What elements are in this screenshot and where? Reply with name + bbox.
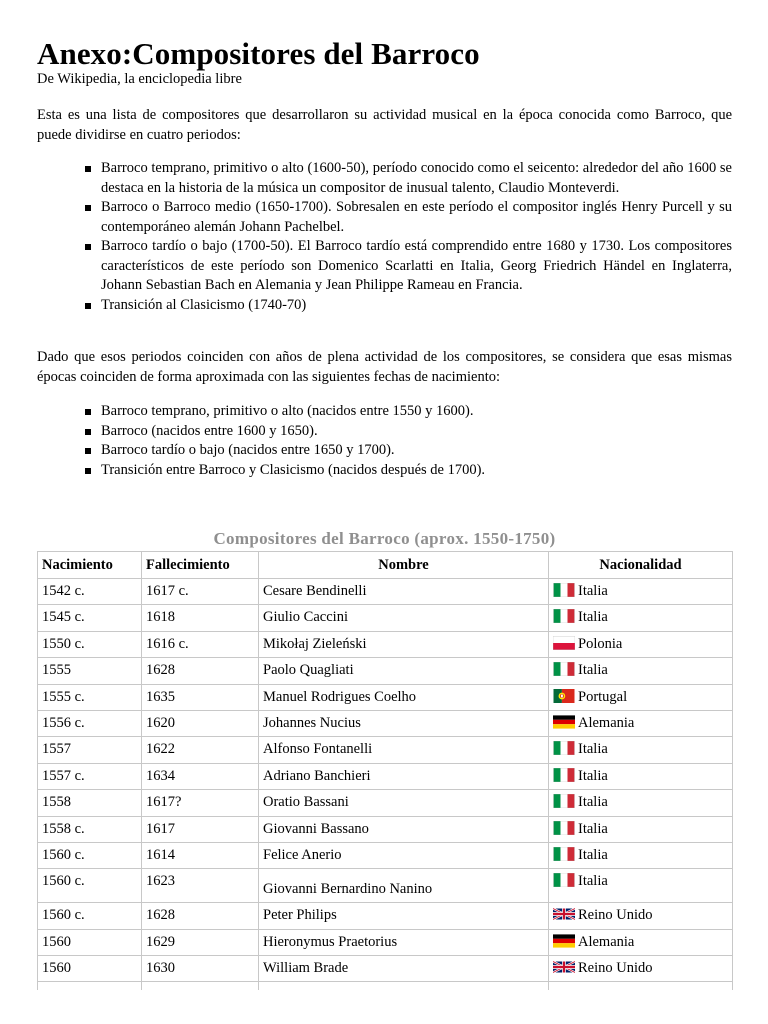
italy-flag-icon [553, 662, 578, 678]
name-cell[interactable] [259, 956, 549, 982]
table-row [38, 956, 733, 982]
nationality-link[interactable]: Italia [578, 794, 608, 811]
column-header-name[interactable]: Nombre [259, 552, 549, 579]
nationality-cell [549, 816, 733, 842]
born-cell: 1558 [38, 790, 142, 816]
composer-name-link[interactable]: Felice Anerio [263, 846, 342, 863]
born-cell: 1560 [38, 956, 142, 982]
table-row [38, 605, 733, 631]
died-cell: 1617 c. [142, 579, 259, 605]
italy-flag-icon [553, 609, 578, 625]
nationality-link[interactable]: Italia [578, 609, 608, 626]
name-cell[interactable] [259, 579, 549, 605]
page-title: Anexo:Compositores del Barroco [37, 36, 480, 71]
died-cell: 1628 [142, 903, 259, 929]
composer-name-link[interactable]: Alfonso Fontanelli [263, 741, 373, 758]
born-cell: 1550 c. [38, 631, 142, 657]
table-row [38, 684, 733, 710]
nationality-link[interactable]: Polonia [578, 635, 623, 652]
composers-table [37, 551, 733, 990]
italy-flag-icon [553, 821, 578, 837]
nationality-link[interactable]: Alemania [578, 933, 635, 950]
born-cell: 1560 c. [38, 869, 142, 903]
nationality-cell [549, 658, 733, 684]
list-item: Barroco tardío o bajo (1700-50). El Barroco tardío está comprendido entre 1680 y 1730. Los compositores característicos de este período son Domenico Scarlatti en Italia, Georg Friedrich Händel en Inglaterra, Johann Sebastian Bach en Alemania y Jean Philippe Rameau en Francia. [101, 237, 732, 296]
italy-flag-icon [553, 741, 578, 757]
name-cell[interactable] [259, 816, 549, 842]
born-cell: 1560 c. [38, 842, 142, 868]
table-row [38, 737, 733, 763]
born-cell: 1558 c. [38, 816, 142, 842]
table-row [38, 903, 733, 929]
list-item: Barroco (nacidos entre 1600 y 1650). [101, 422, 732, 442]
born-cell: 1557 c. [38, 763, 142, 789]
nationality-cell [549, 684, 733, 710]
composer-name-link[interactable]: Adriano Banchieri [263, 767, 371, 784]
name-cell[interactable] [259, 929, 549, 955]
table-row [38, 710, 733, 736]
table-row [38, 631, 733, 657]
born-cell: 1560 c. [38, 903, 142, 929]
composer-name-link[interactable]: Giovanni Bassano [263, 820, 369, 837]
died-cell: 1635 [142, 684, 259, 710]
died-cell: 1630 [142, 956, 259, 982]
table-row [38, 763, 733, 789]
born-cell: 1560 [38, 929, 142, 955]
nationality-link[interactable]: Italia [578, 741, 608, 758]
table-row [38, 929, 733, 955]
table-row [38, 790, 733, 816]
italy-flag-icon [553, 583, 578, 599]
nationality-link[interactable]: Italia [578, 662, 608, 679]
died-cell: 1623 [142, 869, 259, 903]
births-list [101, 402, 732, 480]
table-header-row [38, 552, 733, 579]
births-paragraph: Dado que esos periodos coinciden con años de plena actividad de los compositores, se considera que esas mismas épocas coinciden de forma aproximada con las siguientes fechas de nacimiento: [37, 349, 732, 385]
uk-flag-icon [553, 960, 578, 976]
portugal-flag-icon [553, 689, 578, 705]
page-subtitle: De Wikipedia, la enciclopedia libre [37, 71, 242, 87]
name-cell[interactable] [259, 710, 549, 736]
nationality-cell [549, 631, 733, 657]
germany-flag-icon [553, 934, 578, 950]
nationality-cell [549, 737, 733, 763]
list-item: Transición al Clasicismo (1740-70) [101, 296, 732, 316]
name-cell[interactable] [259, 684, 549, 710]
died-cell: 1620 [142, 710, 259, 736]
nationality-cell [549, 842, 733, 868]
name-cell[interactable] [259, 903, 549, 929]
nationality-cell [549, 869, 733, 903]
list-item: Barroco temprano, primitivo o alto (1600-50), período conocido como el seicento: alrededor del año 1600 se destaca en la historia de la música un compositor de inusual talento, Claudio Monteverdi. [101, 159, 732, 198]
nationality-link[interactable]: Reino Unido [578, 960, 653, 977]
nationality-link[interactable]: Italia [578, 767, 608, 784]
died-cell: 1617 [142, 816, 259, 842]
nationality-cell [549, 710, 733, 736]
germany-flag-icon [553, 715, 578, 731]
born-cell: 1557 [38, 737, 142, 763]
nationality-cell [549, 579, 733, 605]
list-item: Barroco o Barroco medio (1650-1700). Sobresalen en este período el compositor inglés Henry Purcell y su contemporáneo alemán Johann Pachelbel. [101, 198, 732, 237]
name-cell[interactable] [259, 658, 549, 684]
name-cell[interactable] [259, 737, 549, 763]
composer-name-link[interactable]: Cesare Bendinelli [263, 583, 367, 599]
name-cell[interactable] [259, 869, 549, 903]
nationality-link[interactable]: Italia [578, 583, 608, 599]
italy-flag-icon [553, 794, 578, 810]
composer-name-link[interactable]: Paolo Quagliati [263, 662, 354, 679]
column-header-died[interactable]: Fallecimiento [142, 552, 259, 579]
nationality-cell [549, 956, 733, 982]
italy-flag-icon [553, 847, 578, 863]
intro-paragraph: Esta es una lista de compositores que desarrollaron su actividad musical en la época conocida como Barroco, que puede dividirse en cuatro periodos: [37, 107, 732, 143]
uk-flag-icon [553, 907, 578, 923]
born-cell: 1542 c. [38, 579, 142, 605]
name-cell[interactable] [259, 842, 549, 868]
italy-flag-icon [553, 873, 578, 889]
composer-name-link[interactable]: Giovanni Bernardino Nanino [263, 881, 433, 898]
name-cell[interactable] [259, 790, 549, 816]
name-cell[interactable] [259, 605, 549, 631]
nationality-cell [549, 605, 733, 631]
table-row [38, 658, 733, 684]
list-item: Transición entre Barroco y Clasicismo (nacidos después de 1700). [101, 461, 732, 481]
list-item: Barroco temprano, primitivo o alto (nacidos entre 1550 y 1600). [101, 402, 732, 422]
italy-flag-icon [553, 768, 578, 784]
died-cell: 1622 [142, 737, 259, 763]
died-cell: 1614 [142, 842, 259, 868]
composer-name-link[interactable]: Mikołaj Zieleński [263, 635, 367, 652]
nationality-cell [549, 790, 733, 816]
table-row [38, 842, 733, 868]
nationality-cell [549, 763, 733, 789]
table-row [38, 869, 733, 903]
born-cell: 1556 c. [38, 710, 142, 736]
nationality-link[interactable]: Alemania [578, 714, 635, 731]
list-item: Barroco tardío o bajo (nacidos entre 1650 y 1700). [101, 441, 732, 461]
nationality-link[interactable]: Italia [578, 846, 608, 863]
poland-flag-icon [553, 636, 578, 652]
composer-name-link[interactable]: Hieronymus Praetorius [263, 933, 398, 950]
nationality-link[interactable]: Italia [578, 820, 608, 837]
died-cell: 1634 [142, 763, 259, 789]
born-cell: 1555 [38, 658, 142, 684]
composer-name-link[interactable]: Oratio Bassani [263, 794, 349, 811]
composer-name-link[interactable]: Manuel Rodrigues Coelho [263, 688, 417, 705]
composer-name-link[interactable]: William Brade [263, 960, 349, 977]
composer-name-link[interactable]: Giulio Caccini [263, 609, 348, 626]
died-cell: 1616 c. [142, 631, 259, 657]
born-cell: 1545 c. [38, 605, 142, 631]
table-body [38, 579, 733, 991]
died-cell: 1628 [142, 658, 259, 684]
nationality-link[interactable]: Reino Unido [578, 907, 653, 924]
died-cell: 1617? [142, 790, 259, 816]
nationality-cell [549, 903, 733, 929]
table-row [38, 579, 733, 605]
nationality-link[interactable]: Portugal [578, 688, 628, 705]
column-header-born[interactable]: Nacimiento [38, 552, 142, 579]
name-cell[interactable] [259, 763, 549, 789]
died-cell: 1618 [142, 605, 259, 631]
nationality-cell [549, 929, 733, 955]
died-cell: 1629 [142, 929, 259, 955]
composer-name-link[interactable]: Peter Philips [263, 907, 337, 924]
composer-name-link[interactable]: Johannes Nucius [263, 714, 361, 731]
born-cell: 1555 c. [38, 684, 142, 710]
table-caption: Compositores del Barroco (aprox. 1550-1750) [213, 529, 556, 548]
name-cell[interactable] [259, 631, 549, 657]
column-header-nationality[interactable]: Nacionalidad [549, 552, 733, 579]
table-row [38, 816, 733, 842]
table-row-partial [38, 982, 733, 991]
nationality-link[interactable]: Italia [578, 873, 608, 890]
periods-list [101, 159, 732, 315]
